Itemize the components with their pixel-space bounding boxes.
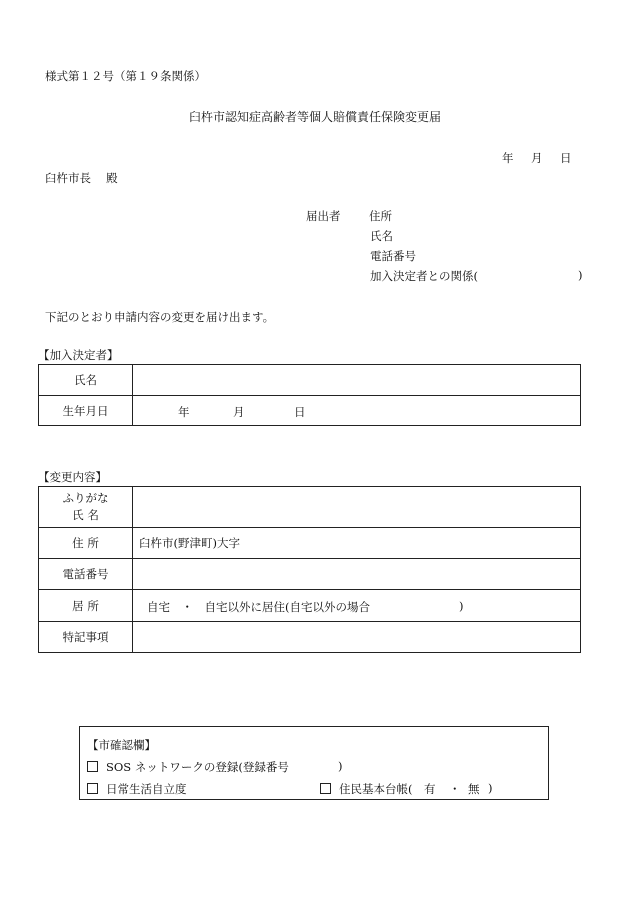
changes-name-field[interactable]: [133, 487, 581, 528]
resident-register-label: 住民基本台帳(: [339, 782, 413, 796]
sos-checkbox[interactable]: [87, 761, 98, 772]
enrollee-table: [38, 364, 581, 426]
sos-close: ): [338, 759, 343, 773]
changes-phone-label: 電話番号: [39, 559, 133, 590]
changes-residence-label: 居 所: [39, 590, 133, 622]
changes-name-row: [39, 487, 581, 528]
changes-table: [38, 486, 581, 653]
daily-life-item: [87, 781, 187, 797]
enrollee-birthdate-row: [39, 396, 581, 426]
form-number: 様式第１２号（第１９条関係）: [45, 69, 206, 83]
residence-options: 自宅 ・ 自宅以外に居住(自宅以外の場合: [147, 600, 370, 614]
resident-close: ): [488, 781, 493, 795]
confirm-heading: 【市確認欄】: [87, 738, 156, 752]
applicant-name-label: 氏名: [370, 229, 393, 243]
changes-address-field[interactable]: 臼杵市(野津町)大字: [133, 528, 581, 559]
resident-register-checkbox[interactable]: [320, 783, 331, 794]
enrollee-name-label: 氏名: [39, 365, 133, 396]
addressee: 臼杵市長 殿: [45, 171, 118, 185]
applicant-phone-label: 電話番号: [370, 249, 416, 263]
applicant-relation-close: ): [578, 268, 583, 282]
changes-residence-field[interactable]: [133, 590, 581, 622]
intro-text: 下記のとおり申請内容の変更を届け出ます。: [45, 310, 275, 324]
resident-sep: ・: [449, 782, 461, 796]
changes-address-label: 住 所: [39, 528, 133, 559]
enrollee-birthdate-label: 生年月日: [39, 396, 133, 426]
changes-phone-field[interactable]: [133, 559, 581, 590]
enrollee-name-row: [39, 365, 581, 396]
city-confirm-box: [79, 726, 549, 800]
applicant-address-label: 住所: [369, 209, 392, 223]
daily-life-checkbox[interactable]: [87, 783, 98, 794]
changes-phone-row: [39, 559, 581, 590]
changes-residence-row: [39, 590, 581, 622]
changes-remarks-row: [39, 622, 581, 653]
birth-day: 日: [294, 405, 306, 419]
changes-address-row: [39, 528, 581, 559]
residence-close: ): [459, 599, 464, 613]
enrollee-birthdate-field[interactable]: [133, 396, 581, 426]
date-month: 月: [531, 151, 543, 165]
sos-registration-item: [87, 759, 289, 775]
date-day: 日: [560, 151, 572, 165]
section-changes-heading: 【変更内容】: [38, 470, 107, 484]
section-enrollee-heading: 【加入決定者】: [38, 348, 119, 362]
enrollee-name-field[interactable]: [133, 365, 581, 396]
birth-month: 月: [233, 405, 245, 419]
birth-year: 年: [178, 405, 190, 419]
sos-label: SOS ネットワークの登録(登録番号: [106, 760, 289, 774]
changes-remarks-label: 特記事項: [39, 622, 133, 653]
changes-remarks-field[interactable]: [133, 622, 581, 653]
form-title: 臼杵市認知症高齢者等個人賠償責任保険変更届: [188, 110, 441, 124]
resident-no[interactable]: 無: [468, 782, 480, 796]
changes-name-label: 氏 名: [72, 508, 99, 522]
daily-life-label: 日常生活自立度: [106, 782, 187, 796]
changes-furigana-label: ふりがな: [62, 491, 109, 505]
applicant-relation-label: 加入決定者との関係(: [370, 269, 478, 283]
applicant-heading: 届出者: [306, 209, 341, 223]
resident-yes[interactable]: 有: [424, 782, 436, 796]
resident-register-item: [320, 781, 413, 797]
date-year: 年: [502, 151, 514, 165]
